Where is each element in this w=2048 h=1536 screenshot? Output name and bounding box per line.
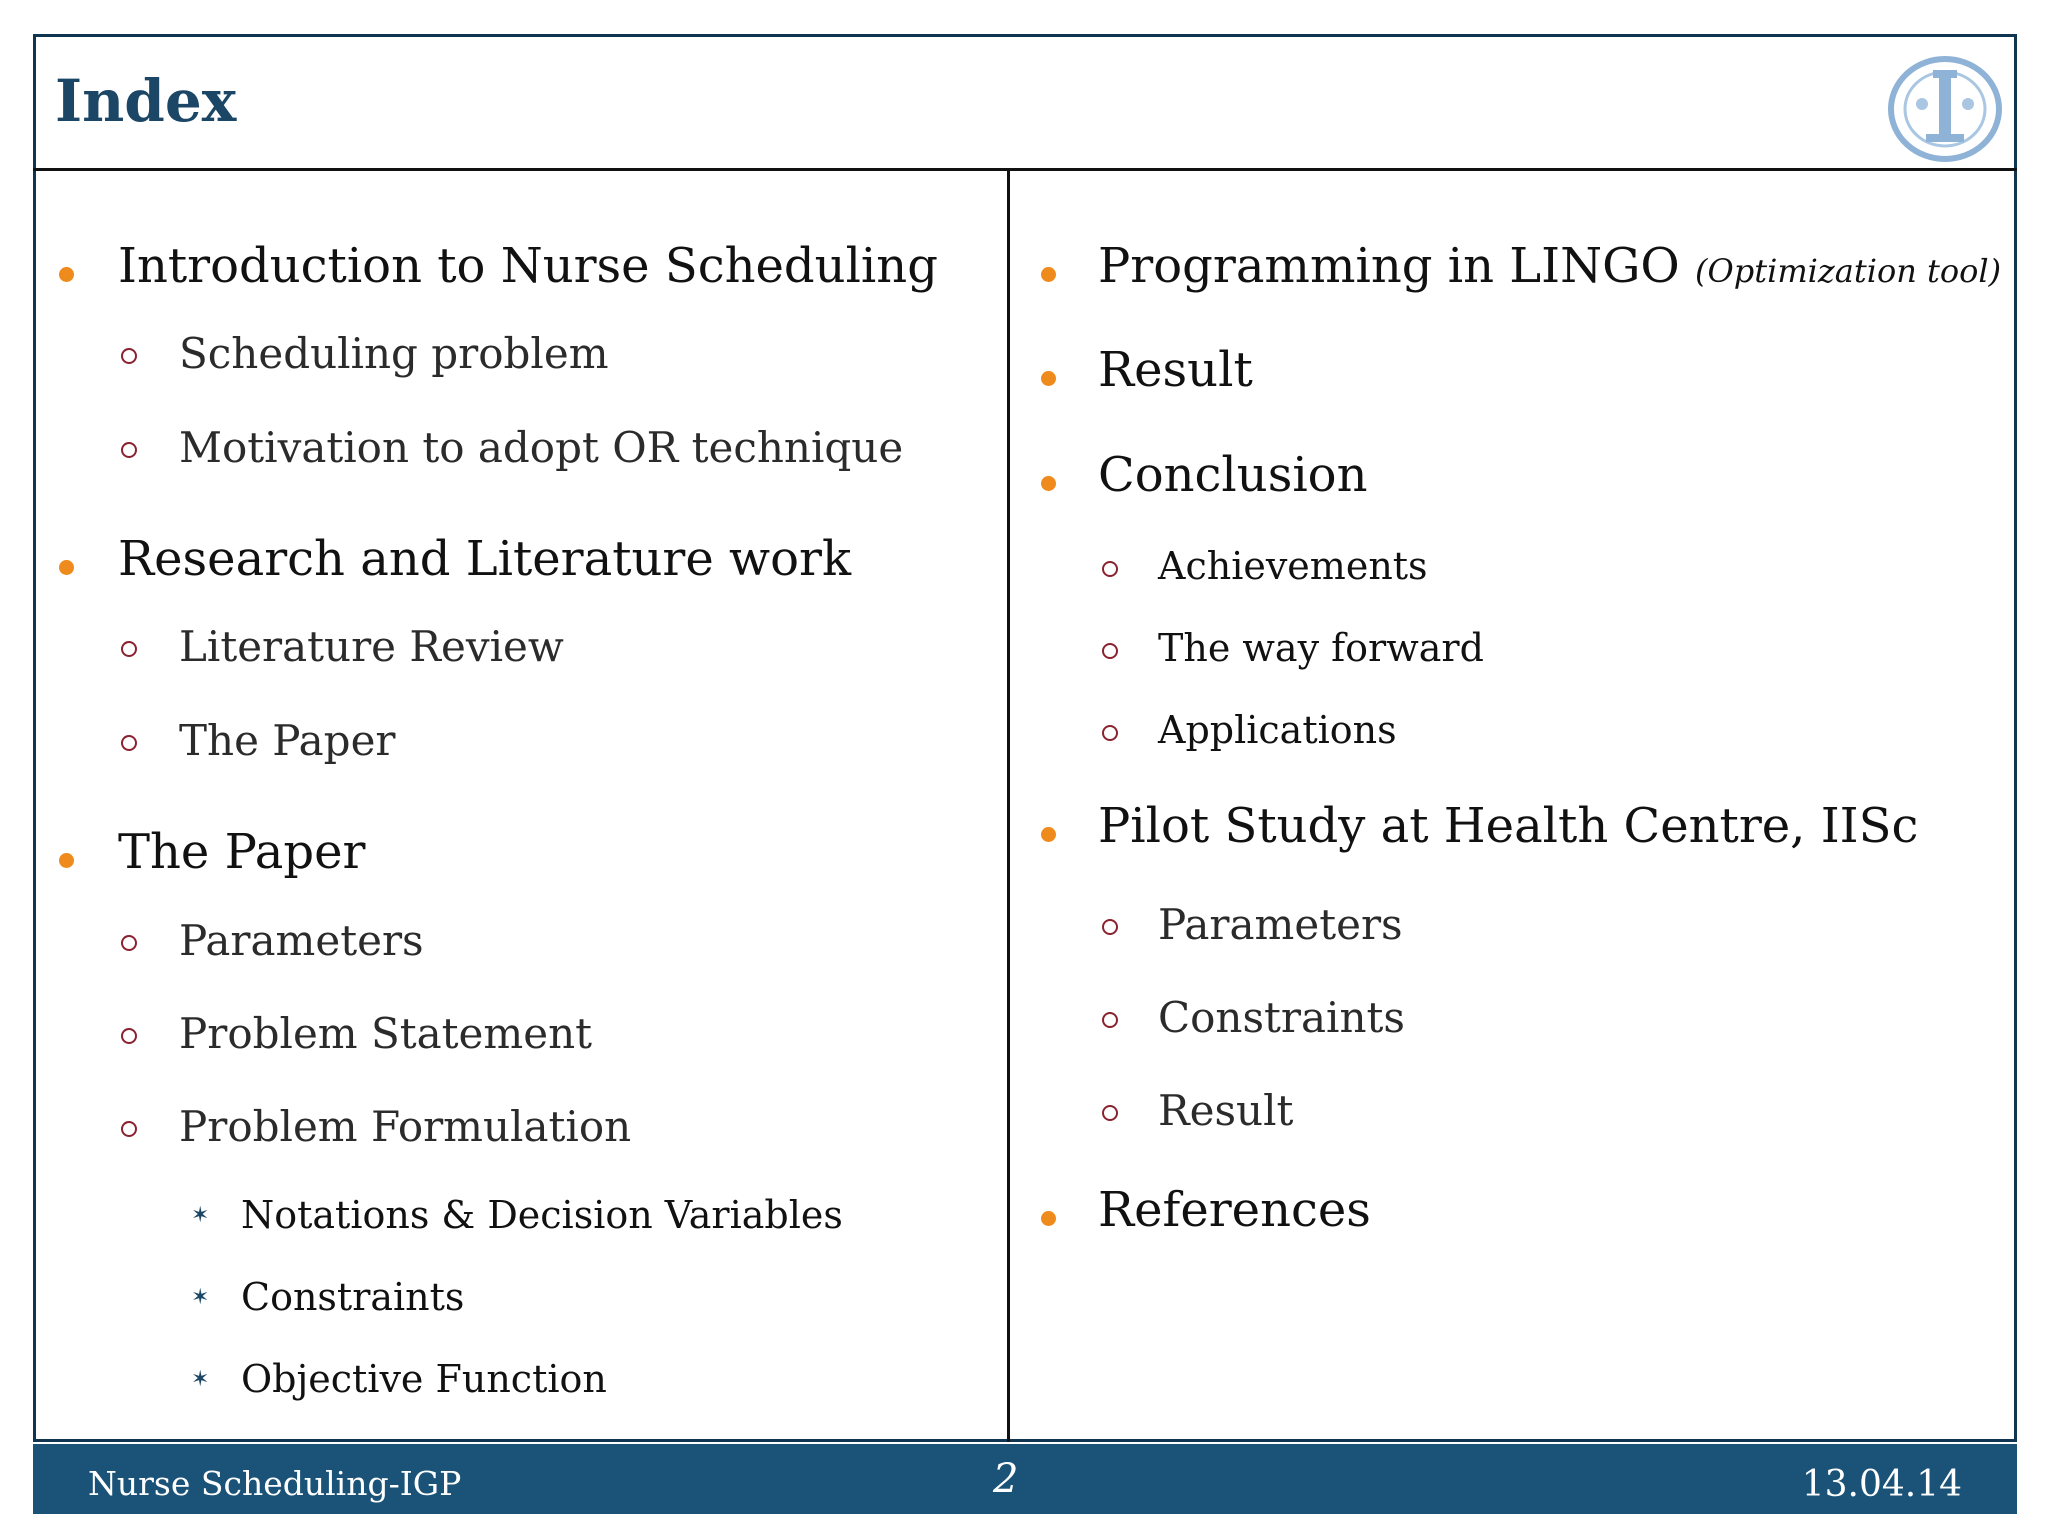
ring-icon <box>1102 919 1118 935</box>
ring-icon <box>121 735 137 751</box>
index-item: Conclusion <box>1098 447 1368 503</box>
index-item: Result <box>1098 342 1253 398</box>
footer-presentation-title: Nurse Scheduling-IGP <box>88 1464 462 1503</box>
slide <box>33 34 2017 1514</box>
ring-icon <box>1102 561 1118 577</box>
index-item: References <box>1098 1182 1371 1238</box>
index-item-note: (Optimization tool) <box>1695 252 2002 290</box>
ring-icon <box>1102 1012 1118 1028</box>
index-subitem: The way forward <box>1158 626 1484 670</box>
ring-icon <box>121 1121 137 1137</box>
index-subsubitem: Notations & Decision Variables <box>241 1193 843 1237</box>
index-subitem: Constraints <box>1158 993 1405 1042</box>
index-subitem: Literature Review <box>179 622 564 671</box>
footer-page-number: 2 <box>993 1456 1019 1502</box>
index-subitem: Parameters <box>179 916 424 965</box>
slide-title: Index <box>55 67 237 135</box>
institute-seal-icon <box>1886 54 2004 164</box>
index-subitem: Parameters <box>1158 900 1403 949</box>
ring-icon <box>1102 725 1118 741</box>
index-subitem: Problem Statement <box>179 1009 593 1058</box>
index-subitem: Applications <box>1158 708 1397 752</box>
orange-dot-icon <box>59 560 74 575</box>
ring-icon <box>121 348 137 364</box>
index-item: Introduction to Nurse Scheduling <box>118 238 938 294</box>
star-icon: ✶ <box>191 1203 210 1228</box>
index-subitem: Problem Formulation <box>179 1102 632 1151</box>
orange-dot-icon <box>1041 827 1056 842</box>
orange-dot-icon <box>1041 476 1056 491</box>
star-icon: ✶ <box>191 1367 210 1392</box>
orange-dot-icon <box>59 267 74 282</box>
slide-footer <box>33 1444 2017 1514</box>
orange-dot-icon <box>59 853 74 868</box>
index-subsubitem: Constraints <box>241 1275 465 1319</box>
ring-icon <box>121 442 137 458</box>
star-icon: ✶ <box>191 1285 210 1310</box>
ring-icon <box>1102 643 1118 659</box>
ring-icon <box>121 935 137 951</box>
orange-dot-icon <box>1041 267 1056 282</box>
index-item-label: Programming in LINGO <box>1098 238 1680 294</box>
index-subsubitem: Objective Function <box>241 1357 607 1401</box>
index-subitem: Result <box>1158 1086 1294 1135</box>
index-item <box>1098 238 2001 294</box>
index-item: The Paper <box>118 824 366 880</box>
orange-dot-icon <box>1041 371 1056 386</box>
index-subitem: Motivation to adopt OR technique <box>179 423 904 472</box>
index-item: Research and Literature work <box>118 531 852 587</box>
index-subitem: Achievements <box>1158 544 1428 588</box>
index-subitem: The Paper <box>179 716 396 765</box>
column-divider <box>1007 171 1010 1442</box>
footer-date: 13.04.14 <box>1801 1464 1962 1505</box>
ring-icon <box>1102 1105 1118 1121</box>
index-item: Pilot Study at Health Centre, IISc <box>1098 798 1919 854</box>
orange-dot-icon <box>1041 1211 1056 1226</box>
index-subitem: Scheduling problem <box>179 329 609 378</box>
ring-icon <box>121 641 137 657</box>
slide-header <box>33 34 2017 171</box>
ring-icon <box>121 1028 137 1044</box>
